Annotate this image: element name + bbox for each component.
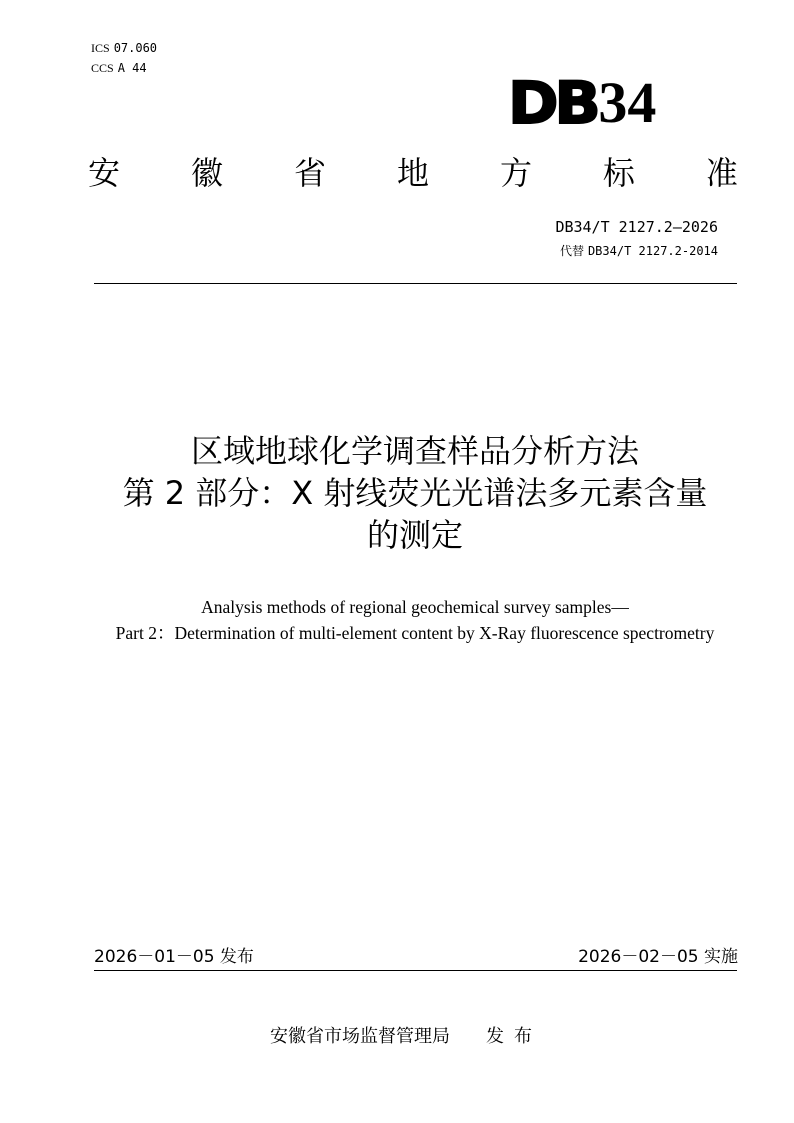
standard-type-heading bbox=[88, 152, 738, 194]
english-title-line: Part 2：Determination of multi-element content by X-Ray fluorescence spectrometry bbox=[115, 623, 715, 643]
standard-type-char: 准 bbox=[705, 154, 738, 192]
standard-type-char: 方 bbox=[499, 154, 532, 192]
english-title bbox=[0, 594, 794, 646]
replaces-label: 代替 bbox=[559, 244, 584, 258]
standard-code: DB34/T 2127.2—2026 bbox=[555, 218, 718, 236]
logo-letters: DB bbox=[508, 69, 597, 137]
standard-type-char: 安 bbox=[88, 154, 121, 192]
chinese-title-line: 区域地球化学调查样品分析方法 bbox=[190, 432, 639, 470]
implement-date: 2026－02－05 实施 bbox=[578, 947, 738, 967]
db34-logo bbox=[508, 69, 657, 137]
chinese-title-line: 第 2 部分：X 射线荧光光谱法多元素含量 bbox=[122, 474, 708, 512]
replaces-code: DB34/T 2127.2-2014 bbox=[587, 244, 718, 258]
chinese-title bbox=[0, 430, 794, 556]
ccs-code bbox=[91, 58, 147, 78]
logo-number: 34 bbox=[598, 70, 657, 135]
issuing-authority bbox=[270, 1025, 542, 1049]
standard-type-char: 徽 bbox=[190, 154, 223, 192]
footer-divider bbox=[94, 970, 737, 971]
ics-label: ICS bbox=[91, 41, 110, 55]
english-title-line: Analysis methods of regional geochemical survey samples— bbox=[201, 597, 629, 617]
header-divider bbox=[94, 283, 737, 284]
publish-date: 2026－01－05 发布 bbox=[94, 947, 254, 967]
replaces-standard bbox=[560, 242, 718, 260]
standard-type-char: 省 bbox=[293, 154, 326, 192]
issue-action: 发布 bbox=[486, 1026, 542, 1047]
ics-code bbox=[91, 38, 157, 58]
ccs-value: A 44 bbox=[117, 61, 147, 75]
issuer-name: 安徽省市场监督管理局 bbox=[270, 1026, 450, 1047]
chinese-title-line: 的测定 bbox=[366, 516, 463, 554]
standard-type-char: 地 bbox=[396, 154, 429, 192]
ics-value: 07.060 bbox=[113, 41, 158, 55]
ccs-label: CCS bbox=[91, 61, 114, 75]
standard-type-char: 标 bbox=[602, 154, 635, 192]
